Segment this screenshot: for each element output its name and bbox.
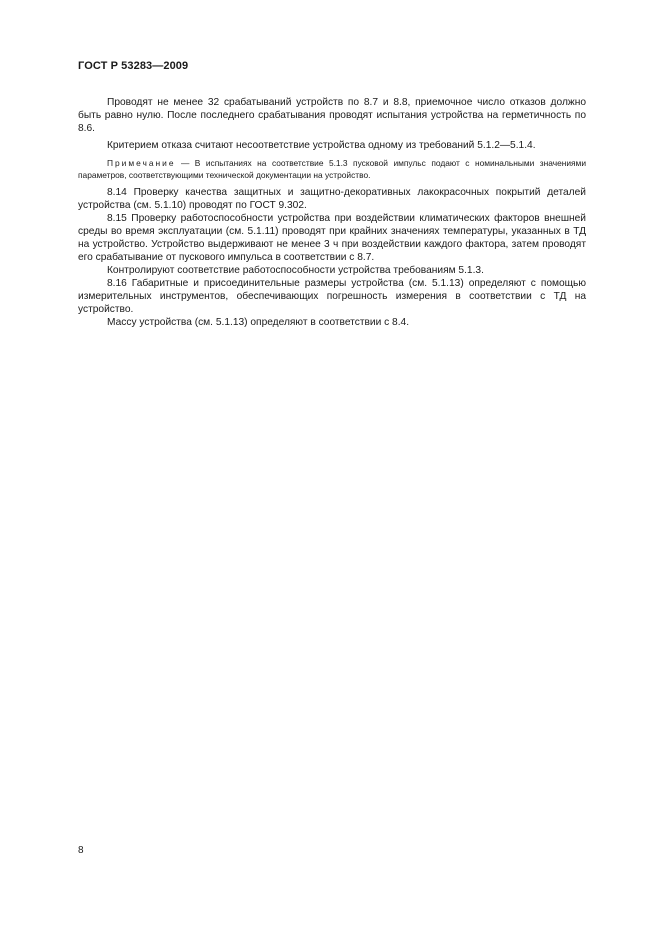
note bbox=[78, 157, 586, 181]
page-number: 8 bbox=[78, 845, 84, 856]
paragraph-8-14: 8.14 Проверку качества защитных и защитно-декоративных лакокрасочных покрытий деталей устройства (см. 5.1.10) проводят по ГОСТ 9.302. bbox=[78, 187, 586, 211]
document-body bbox=[78, 96, 586, 329]
paragraph-8-16-mass: Массу устройства (см. 5.1.13) определяют в соответствии с 8.4. bbox=[107, 317, 410, 328]
note-text: — В испытаниях на соответствие 5.1.3 пусковой импульс подают с номинальными значениями параметров, соответствующими технической документации на устройство. bbox=[78, 158, 586, 180]
paragraph-8-15-control: Контролируют соответствие работоспособности устройства требованиям 5.1.3. bbox=[107, 265, 484, 276]
paragraph-8-15: 8.15 Проверку работоспособности устройства при воздействии климатических факторов внешней среды во время эксплуатации (см. 5.1.11) проводят при крайних значениях температуры, указанных в ТД на устройство. Устройство выдерживают не менее 3 ч при воздействии каждого фактора, затем проводят его срабатывание от пускового импульса в соответствии с 8.7. bbox=[78, 213, 586, 263]
paragraph-failure-criterion: Критерием отказа считают несоответствие устройства одному из требований 5.1.2—5.1.4. bbox=[107, 140, 536, 151]
paragraph-trials-count: Проводят не менее 32 срабатываний устройств по 8.7 и 8.8, приемочное число отказов должно быть равно нулю. После последнего срабатывания проводят испытания устройства на герметичность по 8.6. bbox=[78, 97, 586, 134]
note-label: Примечание bbox=[107, 158, 176, 168]
paragraph-8-16: 8.16 Габаритные и присоединительные размеры устройства (см. 5.1.13) определяют с помощью измерительных инструментов, обеспечивающих погрешность измерения в соответствии с ТД на устройство. bbox=[78, 278, 586, 315]
document-header: ГОСТ Р 53283—2009 bbox=[78, 60, 189, 72]
